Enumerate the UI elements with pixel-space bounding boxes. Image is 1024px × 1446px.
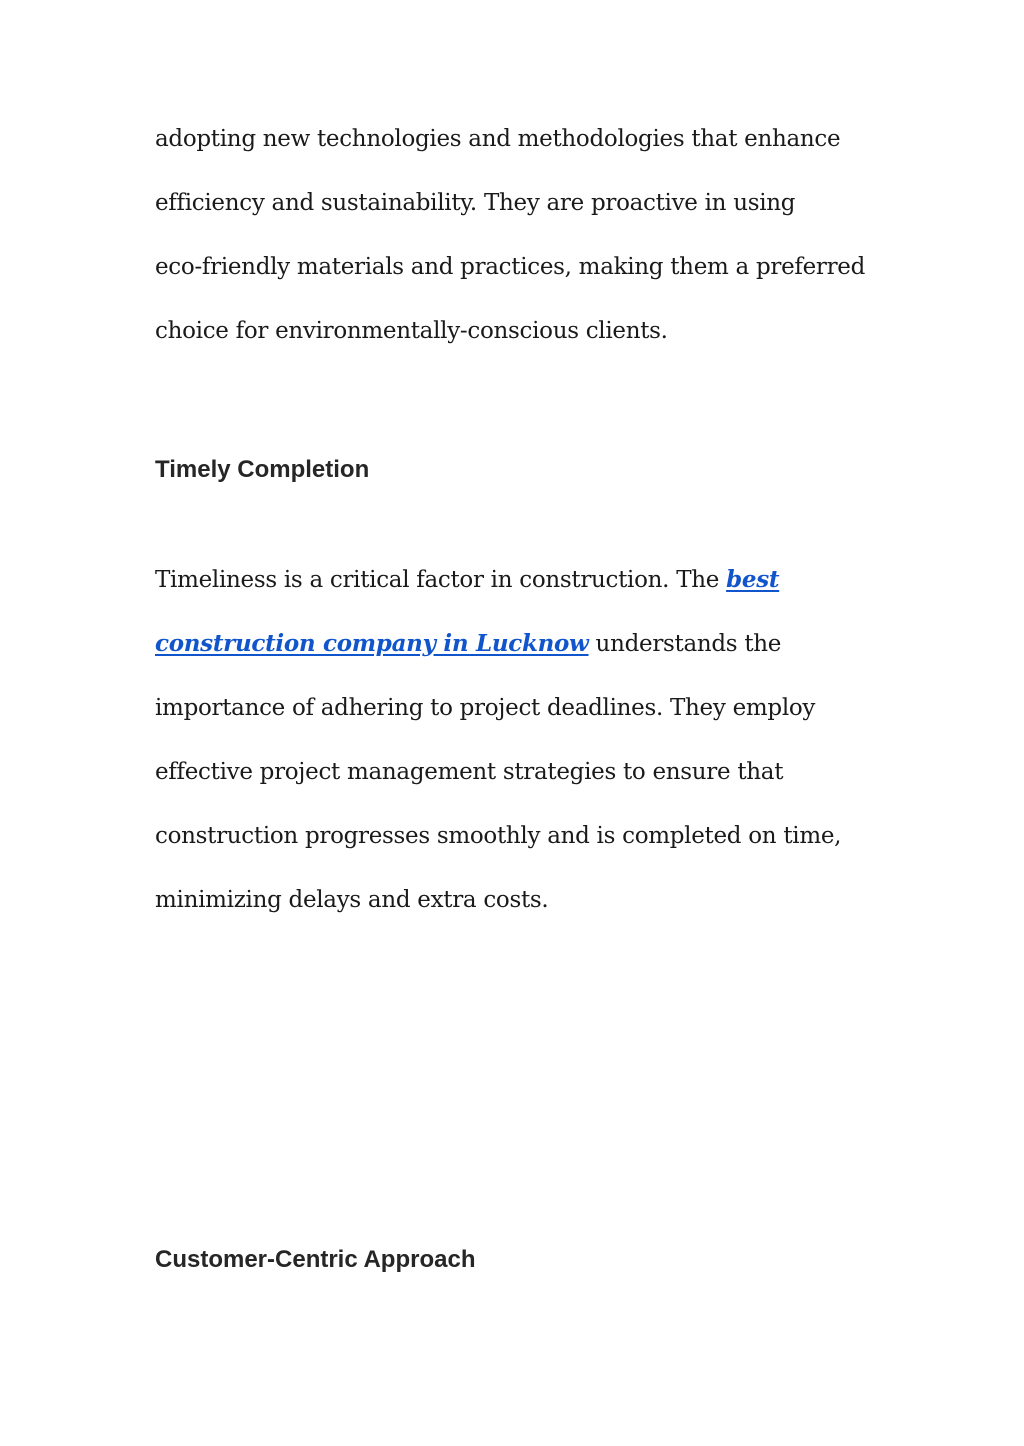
text-line: importance of adhering to project deadlines. They employ	[155, 695, 816, 721]
text-segment: Timeliness is a critical factor in construction. The	[155, 567, 727, 593]
paragraph-technology	[155, 107, 875, 363]
section-heading-timely-completion: Timely Completion	[155, 456, 370, 483]
paragraph-timeliness	[155, 548, 875, 932]
text-line: minimizing delays and extra costs.	[155, 887, 549, 913]
text-line	[155, 612, 875, 676]
text-segment: understands the	[588, 631, 782, 657]
text-line: adopting new technologies and methodologies that enhance	[155, 126, 841, 152]
best-construction-company-link-part1[interactable]: best	[726, 566, 780, 593]
text-line: effective project management strategies to ensure that	[155, 759, 784, 785]
text-line: choice for environmentally-conscious clients.	[155, 318, 668, 344]
text-line: eco-friendly materials and practices, making them a preferred	[155, 254, 866, 280]
text-line	[155, 548, 875, 612]
text-line: construction progresses smoothly and is completed on time,	[155, 823, 842, 849]
text-line: efficiency and sustainability. They are proactive in using	[155, 190, 796, 216]
best-construction-company-link-part2[interactable]: construction company in Lucknow	[155, 630, 589, 657]
section-heading-customer-centric: Customer-Centric Approach	[155, 1246, 476, 1273]
